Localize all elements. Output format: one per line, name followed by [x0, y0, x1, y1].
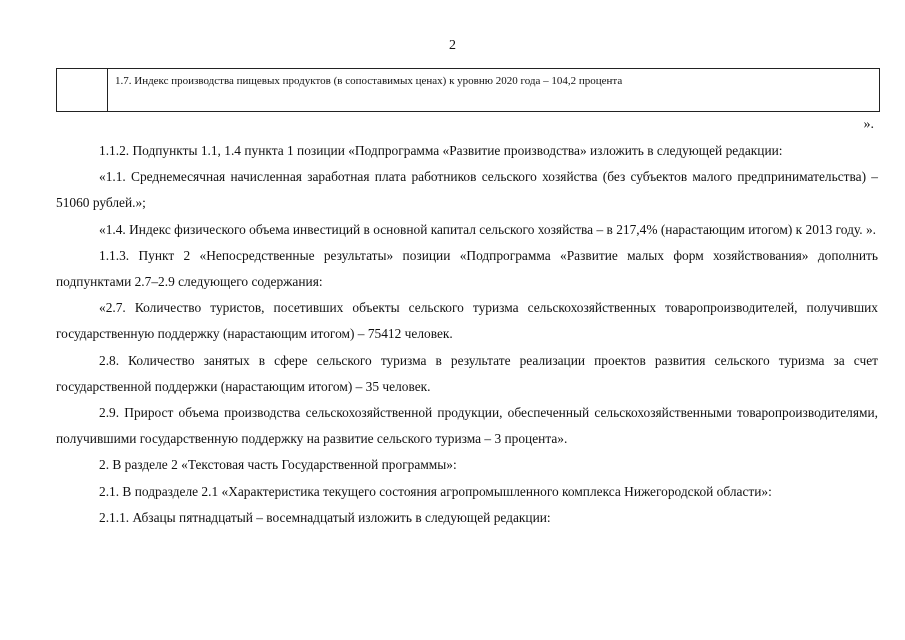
indicator-table — [56, 68, 880, 112]
table-column-divider — [107, 69, 108, 111]
paragraph-item-2-8: 2.8. Количество занятых в сфере сельского туризма в результате реализации проектов развития сельского туризма за счет государственной поддержки (нарастающим итогом) – 35 человек. — [56, 352, 878, 394]
paragraph-item-2-9: 2.9. Прирост объема производства сельскохозяйственной продукции, обеспеченный сельскохозяйственными товаропроизводителями, получившими государственную поддержку на развитие сельского туризма – 3 процента». — [56, 405, 878, 447]
paragraph-1-1-2: 1.1.2. Подпункты 1.1, 1.4 пункта 1 позиции «Подпрограмма «Развитие производства» изложить в следующей редакции: — [99, 143, 783, 158]
page-number: 2 — [449, 38, 456, 53]
document-body — [56, 138, 878, 531]
paragraph-1-1-3: 1.1.3. Пункт 2 «Непосредственные результаты» позиции «Подпрограмма «Развитие малых форм хозяйствования» дополнить подпунктами 2.7–2.9 следующего содержания: — [56, 247, 878, 290]
paragraph-item-1-1: «1.1. Среднемесячная начисленная заработная плата работников сельского хозяйства (без субъектов малого предпринимательства) – 51060 рублей.»; — [56, 169, 878, 211]
paragraph-2-1: 2.1. В подразделе 2.1 «Характеристика текущего состояния агропромышленного комплекса Нижегородской области»: — [99, 483, 772, 499]
table-cell-indicator-1-7: 1.7. Индекс производства пищевых продуктов (в сопоставимых ценах) к уровню 2020 года – 104,2 процента — [115, 75, 623, 87]
paragraph-section-2: 2. В разделе 2 «Текстовая часть Государственной программы»: — [99, 457, 457, 473]
paragraph-item-1-4: «1.4. Индекс физического объема инвестиций в основной капитал сельского хозяйства – в 217,4% (нарастающим итогом) к 2013 году. ». — [99, 221, 877, 237]
paragraph-item-2-7: «2.7. Количество туристов, посетивших объекты сельского туризма сельскохозяйственных товаропроизводителей, получивших государственную поддержку (нарастающим итогом) – 75412 человек. — [56, 300, 878, 342]
paragraph-2-1-1: 2.1.1. Абзацы пятнадцатый – восемнадцатый изложить в следующей редакции: — [99, 509, 551, 525]
table-closing-quote: ». — [863, 117, 874, 132]
